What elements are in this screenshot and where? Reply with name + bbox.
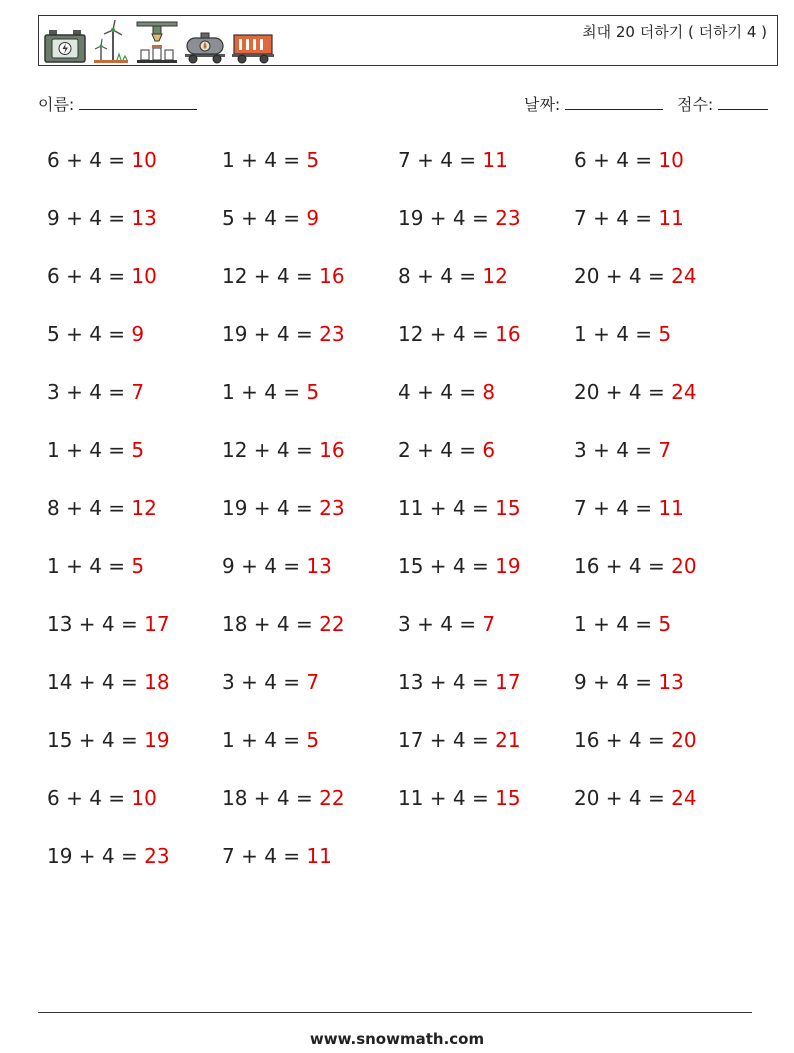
problem-item — [398, 496, 521, 520]
score-field[interactable] — [677, 92, 768, 115]
problem-question: 12 + 4 = — [222, 438, 320, 462]
problem-item — [47, 380, 144, 404]
problem-question: 7 + 4 = — [574, 206, 659, 230]
problem-question: 6 + 4 = — [574, 148, 659, 172]
problem-question: 7 + 4 = — [398, 148, 483, 172]
problem-item — [222, 438, 345, 462]
problem-item — [398, 554, 521, 578]
problem-question: 7 + 4 = — [222, 844, 307, 868]
problem-item — [222, 554, 332, 578]
problem-question: 4 + 4 = — [398, 380, 483, 404]
date-label: 날짜: — [524, 95, 561, 114]
problem-question: 5 + 4 = — [47, 322, 132, 346]
problem-answer: 23 — [319, 322, 345, 346]
problem-answer: 18 — [144, 670, 170, 694]
problem-answer: 20 — [671, 554, 697, 578]
problem-item — [222, 728, 319, 752]
wind-turbine-icon — [91, 20, 131, 64]
problem-answer: 16 — [319, 438, 345, 462]
problem-answer: 11 — [482, 148, 508, 172]
problem-question: 16 + 4 = — [574, 554, 672, 578]
problem-question: 19 + 4 = — [398, 206, 496, 230]
problem-item — [574, 496, 684, 520]
problem-question: 3 + 4 = — [222, 670, 307, 694]
score-blank[interactable] — [718, 95, 768, 110]
problem-answer: 10 — [131, 264, 157, 288]
problem-answer: 16 — [495, 322, 521, 346]
problem-answer: 11 — [658, 206, 684, 230]
problem-item — [47, 438, 144, 462]
problem-item — [398, 264, 508, 288]
problem-answer: 5 — [131, 554, 145, 578]
problem-question: 15 + 4 = — [47, 728, 145, 752]
problem-answer: 24 — [671, 264, 697, 288]
problem-answer: 11 — [306, 844, 332, 868]
problem-question: 12 + 4 = — [398, 322, 496, 346]
problem-question: 3 + 4 = — [574, 438, 659, 462]
problem-answer: 11 — [658, 496, 684, 520]
problem-item — [574, 786, 697, 810]
problem-question: 19 + 4 = — [222, 496, 320, 520]
problem-item — [222, 322, 345, 346]
tank-train-icon — [183, 30, 227, 64]
problem-item — [222, 496, 345, 520]
problem-item — [222, 786, 345, 810]
problem-answer: 12 — [131, 496, 157, 520]
problem-question: 19 + 4 = — [47, 844, 145, 868]
name-field[interactable] — [38, 92, 197, 115]
problem-item — [574, 148, 684, 172]
problem-answer: 5 — [658, 612, 672, 636]
problem-item — [574, 322, 671, 346]
problem-answer: 22 — [319, 612, 345, 636]
problem-answer: 23 — [319, 496, 345, 520]
problem-question: 1 + 4 = — [47, 438, 132, 462]
problem-answer: 5 — [658, 322, 672, 346]
problem-question: 3 + 4 = — [47, 380, 132, 404]
problem-item — [398, 612, 495, 636]
problem-item — [47, 844, 170, 868]
problem-answer: 23 — [495, 206, 521, 230]
date-blank[interactable] — [565, 95, 663, 110]
footer-divider — [38, 1012, 752, 1013]
problem-answer: 7 — [482, 612, 496, 636]
problem-item — [222, 844, 332, 868]
problem-question: 17 + 4 = — [398, 728, 496, 752]
problem-question: 1 + 4 = — [222, 728, 307, 752]
score-label: 점수: — [677, 95, 714, 114]
problem-item — [398, 206, 521, 230]
problem-item — [398, 438, 495, 462]
problem-question: 15 + 4 = — [398, 554, 496, 578]
problem-item — [47, 206, 157, 230]
problem-question: 6 + 4 = — [47, 264, 132, 288]
problem-question: 5 + 4 = — [222, 206, 307, 230]
problem-answer: 10 — [131, 148, 157, 172]
problem-item — [574, 206, 684, 230]
problem-item — [574, 554, 697, 578]
problem-item — [47, 554, 144, 578]
problem-item — [222, 670, 319, 694]
problem-item — [574, 264, 697, 288]
name-blank[interactable] — [79, 95, 197, 110]
problem-answer: 17 — [495, 670, 521, 694]
problem-question: 1 + 4 = — [574, 322, 659, 346]
problem-question: 12 + 4 = — [222, 264, 320, 288]
problem-item — [398, 322, 521, 346]
worksheet-header — [38, 15, 778, 66]
problem-item — [574, 728, 697, 752]
cargo-wagon-icon — [231, 32, 275, 64]
problem-item — [47, 670, 170, 694]
problem-answer: 19 — [495, 554, 521, 578]
problem-question: 18 + 4 = — [222, 612, 320, 636]
problem-answer: 10 — [131, 786, 157, 810]
problem-question: 19 + 4 = — [222, 322, 320, 346]
problem-answer: 15 — [495, 786, 521, 810]
problem-answer: 24 — [671, 786, 697, 810]
problem-answer: 8 — [482, 380, 496, 404]
problem-question: 8 + 4 = — [47, 496, 132, 520]
problem-answer: 12 — [482, 264, 508, 288]
problem-item — [398, 380, 495, 404]
problem-question: 13 + 4 = — [398, 670, 496, 694]
battery-icon — [43, 28, 87, 64]
problem-item — [398, 670, 521, 694]
problem-question: 18 + 4 = — [222, 786, 320, 810]
problem-answer: 6 — [482, 438, 496, 462]
problem-item — [222, 612, 345, 636]
problem-item — [47, 264, 157, 288]
problem-answer: 10 — [658, 148, 684, 172]
problem-item — [398, 786, 521, 810]
problem-question: 1 + 4 = — [574, 612, 659, 636]
problem-item — [47, 322, 144, 346]
problem-answer: 17 — [144, 612, 170, 636]
problem-answer: 5 — [131, 438, 145, 462]
problem-question: 13 + 4 = — [47, 612, 145, 636]
problem-question: 8 + 4 = — [398, 264, 483, 288]
problem-item — [47, 728, 170, 752]
problem-question: 11 + 4 = — [398, 496, 496, 520]
problem-answer: 7 — [131, 380, 145, 404]
problem-question: 6 + 4 = — [47, 786, 132, 810]
problem-answer: 22 — [319, 786, 345, 810]
problem-item — [398, 148, 508, 172]
problem-question: 20 + 4 = — [574, 786, 672, 810]
problem-question: 11 + 4 = — [398, 786, 496, 810]
footer-url: www.snowmath.com — [309, 1030, 485, 1048]
problem-question: 16 + 4 = — [574, 728, 672, 752]
name-label: 이름: — [38, 95, 75, 114]
problem-item — [222, 206, 319, 230]
problem-question: 14 + 4 = — [47, 670, 145, 694]
problem-question: 6 + 4 = — [47, 148, 132, 172]
problem-item — [222, 148, 319, 172]
problem-question: 1 + 4 = — [222, 148, 307, 172]
problem-question: 7 + 4 = — [574, 496, 659, 520]
problem-answer: 16 — [319, 264, 345, 288]
problem-question: 2 + 4 = — [398, 438, 483, 462]
problem-answer: 19 — [144, 728, 170, 752]
worksheet-title: 최대 20 더하기 ( 더하기 4 ) — [582, 23, 767, 41]
problem-question: 1 + 4 = — [47, 554, 132, 578]
problem-answer: 5 — [306, 380, 320, 404]
problem-answer: 21 — [495, 728, 521, 752]
problem-question: 20 + 4 = — [574, 380, 672, 404]
problem-answer: 9 — [131, 322, 145, 346]
date-field[interactable] — [524, 92, 663, 115]
problem-item — [574, 670, 684, 694]
problem-item — [574, 438, 671, 462]
problem-question: 9 + 4 = — [47, 206, 132, 230]
problem-item — [398, 728, 521, 752]
problem-question: 3 + 4 = — [398, 612, 483, 636]
problem-answer: 13 — [306, 554, 332, 578]
problem-answer: 5 — [306, 728, 320, 752]
problem-question: 9 + 4 = — [222, 554, 307, 578]
problem-item — [222, 380, 319, 404]
problem-question: 20 + 4 = — [574, 264, 672, 288]
problem-answer: 7 — [658, 438, 672, 462]
problem-answer: 23 — [144, 844, 170, 868]
problem-item — [47, 496, 157, 520]
problem-item — [47, 786, 157, 810]
problem-answer: 24 — [671, 380, 697, 404]
problem-answer: 7 — [306, 670, 320, 694]
problem-item — [47, 148, 157, 172]
problem-answer: 13 — [658, 670, 684, 694]
problem-item — [574, 380, 697, 404]
problem-answer: 9 — [306, 206, 320, 230]
header-icons — [43, 20, 275, 64]
problem-answer: 5 — [306, 148, 320, 172]
problem-question: 1 + 4 = — [222, 380, 307, 404]
problem-question: 9 + 4 = — [574, 670, 659, 694]
problem-item — [47, 612, 170, 636]
problem-answer: 20 — [671, 728, 697, 752]
problem-item — [222, 264, 345, 288]
factory-icon — [135, 20, 179, 64]
problem-item — [574, 612, 671, 636]
problem-answer: 13 — [131, 206, 157, 230]
problem-answer: 15 — [495, 496, 521, 520]
